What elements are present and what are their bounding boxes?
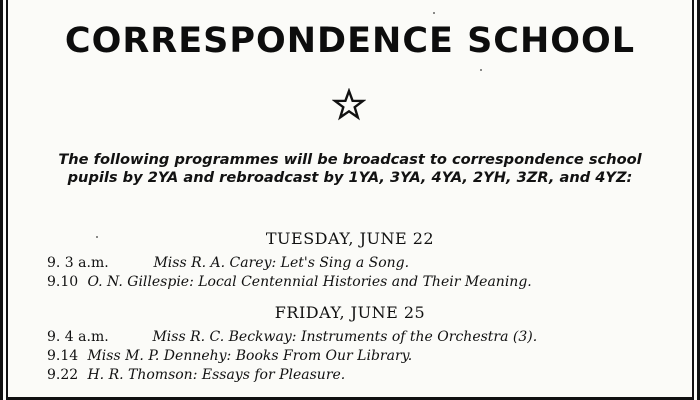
entry-time: 9. 4 a.m.	[47, 329, 109, 345]
schedule-entry	[47, 275, 697, 289]
friday-heading: FRIDAY, JUNE 25	[274, 303, 426, 322]
print-speck	[433, 12, 435, 14]
entry-time: 9. 3 a.m.	[47, 255, 109, 271]
entry-time: 9.10	[47, 274, 79, 290]
entry-time: 9.22	[47, 367, 79, 383]
intro-paragraph: The following programmes will be broadcast to correspondence school pupils by 2YA and rebroadcast by 1YA, 3YA, 4YA, 2YH, 3ZR, and 4YZ:	[58, 151, 642, 186]
entry-description: Miss R. C. Beckway: Instruments of the Orchestra (3).	[152, 329, 538, 345]
entry-time: 9.14	[47, 348, 79, 364]
tuesday-heading: TUESDAY, JUNE 22	[265, 229, 435, 248]
entry-description: H. R. Thomson: Essays for Pleasure.	[87, 367, 346, 383]
entry-description: Miss R. A. Carey: Let's Sing a Song.	[153, 255, 410, 271]
entry-description: O. N. Gillespie: Local Centennial Histories and Their Meaning.	[87, 274, 532, 290]
star-icon	[332, 88, 366, 122]
schedule-entry	[47, 330, 700, 344]
schedule-entry	[47, 368, 537, 382]
entry-description: Miss M. P. Dennehy: Books From Our Library.	[87, 348, 413, 364]
schedule-entry	[47, 256, 563, 270]
left-border-outer	[0, 0, 3, 400]
left-border-inner	[6, 0, 8, 400]
print-speck	[480, 69, 482, 71]
schedule-entry	[47, 349, 607, 363]
page-title: CORRESPONDENCE SCHOOL	[64, 21, 636, 61]
